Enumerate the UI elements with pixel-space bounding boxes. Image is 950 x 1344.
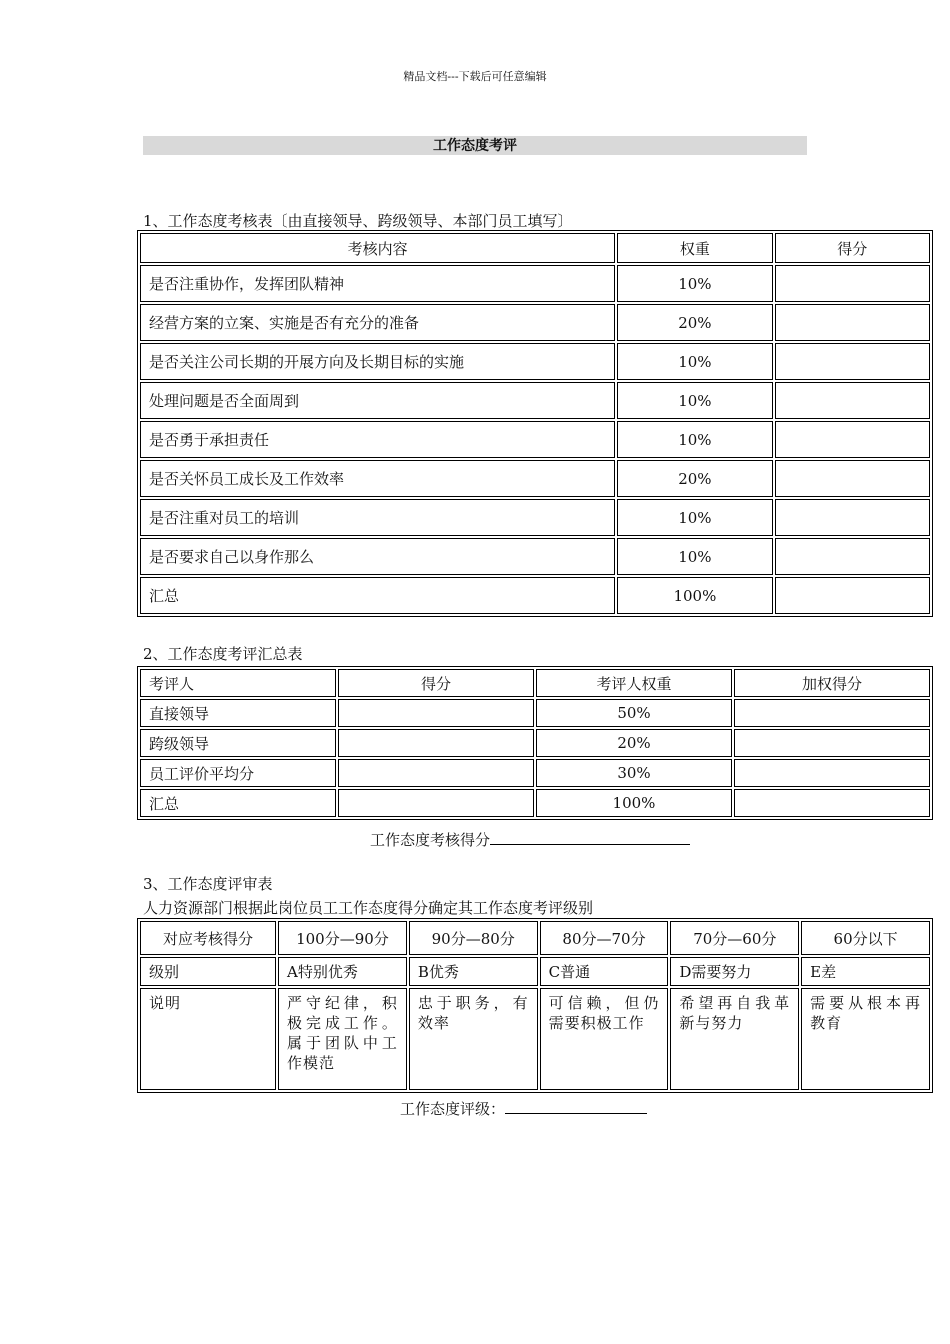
table-header-row [140, 233, 930, 263]
weight-cell: 10% [617, 343, 772, 380]
table-row [140, 460, 930, 497]
score-cell[interactable] [338, 759, 534, 787]
section3-heading: 3、工作态度评审表 [143, 875, 273, 893]
score-cell[interactable] [775, 499, 930, 536]
weight-cell: 10% [617, 421, 772, 458]
header-note: 精品文档---下载后可任意编辑 [403, 70, 547, 83]
table-row [140, 421, 930, 458]
score-cell[interactable] [775, 421, 930, 458]
level-cell: E差 [801, 957, 930, 986]
table-row [140, 499, 930, 536]
description-cell: 可信赖，但仍需要积极工作 [540, 988, 669, 1090]
attitude-score-line [370, 829, 690, 850]
table-row [140, 729, 930, 757]
score-cell[interactable] [775, 577, 930, 614]
description-cell: 严守纪律，积极完成工作。属于团队中工作模范 [278, 988, 407, 1090]
section2-heading: 2、工作态度考评汇总表 [143, 645, 303, 663]
reviewer-cell: 直接领导 [140, 699, 336, 727]
weight-cell: 10% [617, 265, 772, 302]
table-row-total [140, 577, 930, 614]
column-header: 得分 [775, 233, 930, 263]
level-row [140, 957, 930, 986]
row-label: 对应考核得分 [140, 921, 276, 955]
item-cell: 是否关怀员工成长及工作效率 [140, 460, 615, 497]
item-cell: 是否注重协作，发挥团队精神 [140, 265, 615, 302]
column-header: 考评人 [140, 669, 336, 697]
score-range-cell: 100分—90分 [278, 921, 407, 955]
review-summary-table [137, 666, 933, 820]
attitude-grade-line [400, 1098, 647, 1119]
weight-cell: 20% [617, 460, 772, 497]
description-cell: 希望再自我革新与努力 [670, 988, 799, 1090]
section3-subheading: 人力资源部门根据此岗位员工工作态度得分确定其工作态度考评级别 [143, 899, 594, 917]
reviewer-cell: 员工评价平均分 [140, 759, 336, 787]
page-title: 工作态度考评 [143, 136, 807, 155]
score-cell[interactable] [775, 343, 930, 380]
table-row [140, 759, 930, 787]
table-row [140, 265, 930, 302]
table-row [140, 538, 930, 575]
column-header: 加权得分 [734, 669, 930, 697]
attitude-grade-blank[interactable] [505, 1098, 647, 1114]
item-cell: 是否注重对员工的培训 [140, 499, 615, 536]
table-row [140, 343, 930, 380]
weight-cell: 10% [617, 538, 772, 575]
weight-cell: 100% [536, 789, 732, 817]
table-row [140, 382, 930, 419]
weighted-score-cell[interactable] [734, 729, 930, 757]
column-header: 考核内容 [140, 233, 615, 263]
weight-cell: 100% [617, 577, 772, 614]
column-header: 考评人权重 [536, 669, 732, 697]
weighted-score-cell[interactable] [734, 759, 930, 787]
table-header-row [140, 669, 930, 697]
score-cell[interactable] [775, 538, 930, 575]
item-cell: 汇总 [140, 577, 615, 614]
description-cell: 忠于职务，有效率 [409, 988, 538, 1090]
score-cell[interactable] [775, 304, 930, 341]
score-cell[interactable] [775, 460, 930, 497]
weight-cell: 10% [617, 499, 772, 536]
level-cell: C普通 [540, 957, 669, 986]
description-cell: 需要从根本再教育 [801, 988, 930, 1090]
weight-cell: 10% [617, 382, 772, 419]
score-cell[interactable] [338, 789, 534, 817]
grade-review-table [137, 918, 933, 1093]
table-row [140, 304, 930, 341]
weight-cell: 20% [536, 729, 732, 757]
table-row-total [140, 789, 930, 817]
column-header: 得分 [338, 669, 534, 697]
score-cell[interactable] [775, 265, 930, 302]
item-cell: 是否关注公司长期的开展方向及长期目标的实施 [140, 343, 615, 380]
score-cell[interactable] [338, 699, 534, 727]
score-range-cell: 70分—60分 [670, 921, 799, 955]
table-row [140, 699, 930, 727]
score-range-row [140, 921, 930, 955]
row-label: 级别 [140, 957, 276, 986]
level-cell: D需要努力 [670, 957, 799, 986]
attitude-grade-label: 工作态度评级： [400, 1100, 506, 1118]
weight-cell: 30% [536, 759, 732, 787]
weight-cell: 50% [536, 699, 732, 727]
level-cell: A特别优秀 [278, 957, 407, 986]
score-range-cell: 80分—70分 [540, 921, 669, 955]
attitude-score-label: 工作态度考核得分 [370, 831, 491, 849]
item-cell: 是否勇于承担责任 [140, 421, 615, 458]
item-cell: 是否要求自己以身作那么 [140, 538, 615, 575]
section1-heading: 1、工作态度考核表〔由直接领导、跨级领导、本部门员工填写〕 [143, 212, 573, 230]
score-cell[interactable] [775, 382, 930, 419]
attitude-assessment-table [137, 230, 933, 617]
score-range-cell: 90分—80分 [409, 921, 538, 955]
column-header: 权重 [617, 233, 772, 263]
description-row [140, 988, 930, 1090]
attitude-score-blank[interactable] [490, 829, 690, 845]
item-cell: 处理问题是否全面周到 [140, 382, 615, 419]
weighted-score-cell[interactable] [734, 789, 930, 817]
weight-cell: 20% [617, 304, 772, 341]
score-cell[interactable] [338, 729, 534, 757]
level-cell: B优秀 [409, 957, 538, 986]
weighted-score-cell[interactable] [734, 699, 930, 727]
score-range-cell: 60分以下 [801, 921, 930, 955]
reviewer-cell: 跨级领导 [140, 729, 336, 757]
reviewer-cell: 汇总 [140, 789, 336, 817]
item-cell: 经营方案的立案、实施是否有充分的准备 [140, 304, 615, 341]
row-label: 说明 [140, 988, 276, 1090]
